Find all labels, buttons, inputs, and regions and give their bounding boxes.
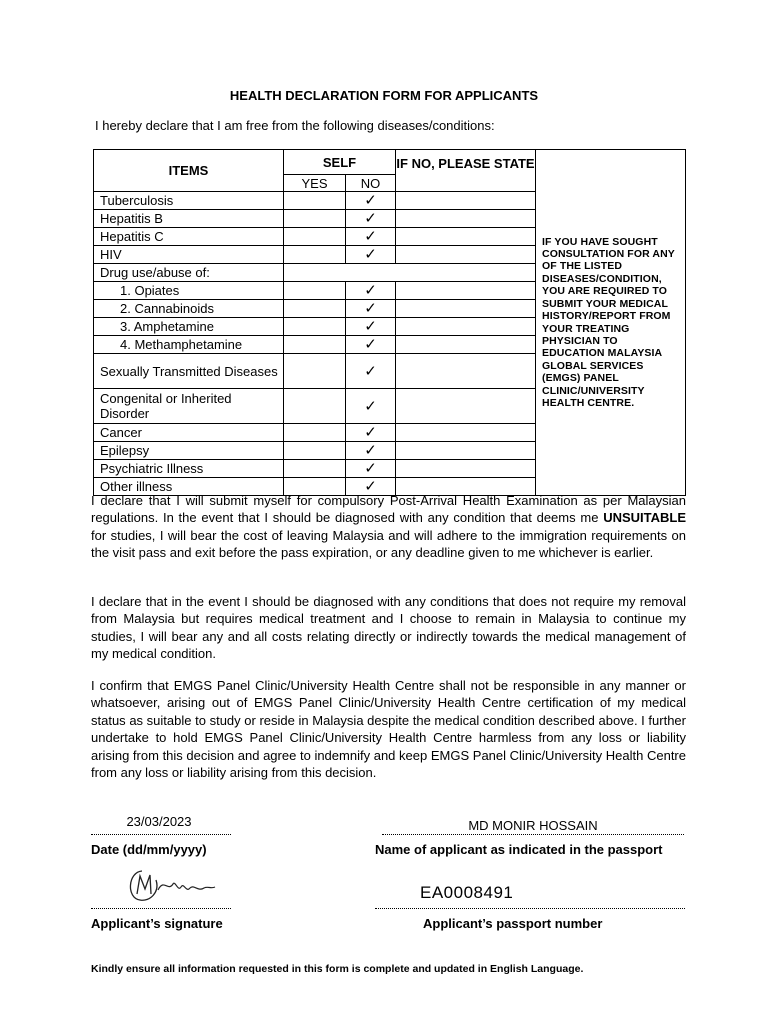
- check-icon: ✓: [346, 318, 396, 336]
- form-title: HEALTH DECLARATION FORM FOR APPLICANTS: [229, 88, 539, 103]
- consultation-note: IF YOU HAVE SOUGHT CONSULTATION FOR ANY OF THE LISTED DISEASES/CONDITION, YOU ARE REQUIRED TO SUBMIT YOUR MEDICAL HISTORY/REPORT FROM YOUR TREATING PHYSICIAN TO EDUCATION MALAYSIA GLOBAL SERVICES (EMGS) PANEL CLINIC/UNIVERSITY HEALTH CENTRE.: [536, 150, 686, 496]
- check-icon: ✓: [346, 354, 396, 389]
- row-label: Hepatitis C: [94, 228, 284, 246]
- row-label: 4. Methamphetamine: [94, 336, 284, 354]
- date-value: 23/03/2023: [126, 814, 192, 829]
- yes-cell: [284, 318, 346, 336]
- intro-text: I hereby declare that I am free from the following diseases/conditions:: [95, 118, 495, 133]
- check-icon: ✓: [346, 210, 396, 228]
- row-label: Other illness: [94, 478, 284, 496]
- date-label: Date (dd/mm/yyyy): [91, 842, 207, 857]
- passport-label: Applicant’s passport number: [423, 916, 603, 931]
- empty-cell: [284, 264, 536, 282]
- yes-cell: [284, 192, 346, 210]
- declaration-paragraph-1: [91, 492, 686, 562]
- yes-cell: [284, 336, 346, 354]
- check-icon: ✓: [346, 282, 396, 300]
- row-label: Tuberculosis: [94, 192, 284, 210]
- yes-cell: [284, 300, 346, 318]
- self-header: SELF: [284, 150, 396, 175]
- state-cell: [396, 282, 536, 300]
- state-cell: [396, 336, 536, 354]
- health-table: [93, 149, 686, 496]
- name-label: Name of applicant as indicated in the passport: [375, 842, 663, 857]
- signature-label: Applicant’s signature: [91, 916, 223, 931]
- name-value: MD MONIR HOSSAIN: [468, 818, 598, 833]
- state-cell: [396, 228, 536, 246]
- row-label: Drug use/abuse of:: [94, 264, 284, 282]
- row-label: Hepatitis B: [94, 210, 284, 228]
- state-cell: [396, 354, 536, 389]
- row-label: HIV: [94, 246, 284, 264]
- date-line: [91, 834, 231, 835]
- row-label: Sexually Transmitted Diseases: [94, 354, 284, 389]
- declaration-paragraph-3: I confirm that EMGS Panel Clinic/University Health Centre shall not be responsible in any manner or whatsoever, arising out of EMGS Panel Clinic/University Health Centre certification of my medical status as suitable to study or reside in Malaysia despite the medical condition described above. I further undertake to hold EMGS Panel Clinic/University Health Centre harmless from any loss or liability arising from this decision and agree to indemnify and keep EMGS Panel Clinic/University Health Centre from any loss or liability arising from this decision.: [91, 678, 686, 781]
- signature-image: [120, 862, 220, 908]
- row-label: Psychiatric Illness: [94, 460, 284, 478]
- check-icon: ✓: [346, 442, 396, 460]
- yes-cell: [284, 424, 346, 442]
- check-icon: ✓: [346, 246, 396, 264]
- check-icon: ✓: [346, 336, 396, 354]
- state-cell: [396, 318, 536, 336]
- passport-value: EA0008491: [420, 883, 514, 902]
- yes-cell: [284, 442, 346, 460]
- para1-text: I declare that I will submit myself for compulsory Post-Arrival Health Examination as per Malaysian regulations. In the event that I should be diagnosed with any condition that deems me: [91, 493, 686, 526]
- row-label: Congenital or Inherited Disorder: [94, 389, 284, 424]
- row-label: 2. Cannabinoids: [94, 300, 284, 318]
- yes-cell: [284, 210, 346, 228]
- row-label: 3. Amphetamine: [94, 318, 284, 336]
- yes-cell: [284, 246, 346, 264]
- state-header: IF NO, PLEASE STATE: [396, 150, 536, 192]
- yes-header: YES: [284, 175, 346, 192]
- yes-cell: [284, 282, 346, 300]
- check-icon: ✓: [346, 389, 396, 424]
- check-icon: ✓: [346, 478, 396, 496]
- check-icon: ✓: [346, 460, 396, 478]
- yes-cell: [284, 228, 346, 246]
- check-icon: ✓: [346, 300, 396, 318]
- signature-line: [91, 908, 231, 909]
- para1-text-end: for studies, I will bear the cost of leaving Malaysia and will adhere to the immigration requirements on the visit pass and exit before the pass expiration, or any deadline given to me whichever is earlier.: [91, 527, 686, 561]
- state-cell: [396, 460, 536, 478]
- yes-cell: [284, 354, 346, 389]
- no-header: NO: [346, 175, 396, 192]
- state-cell: [396, 424, 536, 442]
- state-cell: [396, 442, 536, 460]
- row-label: Epilepsy: [94, 442, 284, 460]
- check-icon: ✓: [346, 192, 396, 210]
- items-header: ITEMS: [94, 150, 284, 192]
- yes-cell: [284, 460, 346, 478]
- passport-line: [375, 908, 685, 909]
- state-cell: [396, 389, 536, 424]
- state-cell: [396, 210, 536, 228]
- row-label: 1. Opiates: [94, 282, 284, 300]
- footer-note: Kindly ensure all information requested in this form is complete and updated in English Language.: [91, 963, 584, 975]
- check-icon: ✓: [346, 228, 396, 246]
- state-cell: [396, 246, 536, 264]
- state-cell: [396, 300, 536, 318]
- declaration-paragraph-2: I declare that in the event I should be diagnosed with any conditions that does not require my removal from Malaysia but requires medical treatment and I choose to remain in Malaysia to continue my studies, I will bear any and all costs relating directly or indirectly towards the medical management of my medical condition.: [91, 594, 686, 662]
- state-cell: [396, 192, 536, 210]
- unsuitable-text: UNSUITABLE: [603, 510, 686, 526]
- yes-cell: [284, 389, 346, 424]
- name-line: [382, 834, 684, 835]
- check-icon: ✓: [346, 424, 396, 442]
- row-label: Cancer: [94, 424, 284, 442]
